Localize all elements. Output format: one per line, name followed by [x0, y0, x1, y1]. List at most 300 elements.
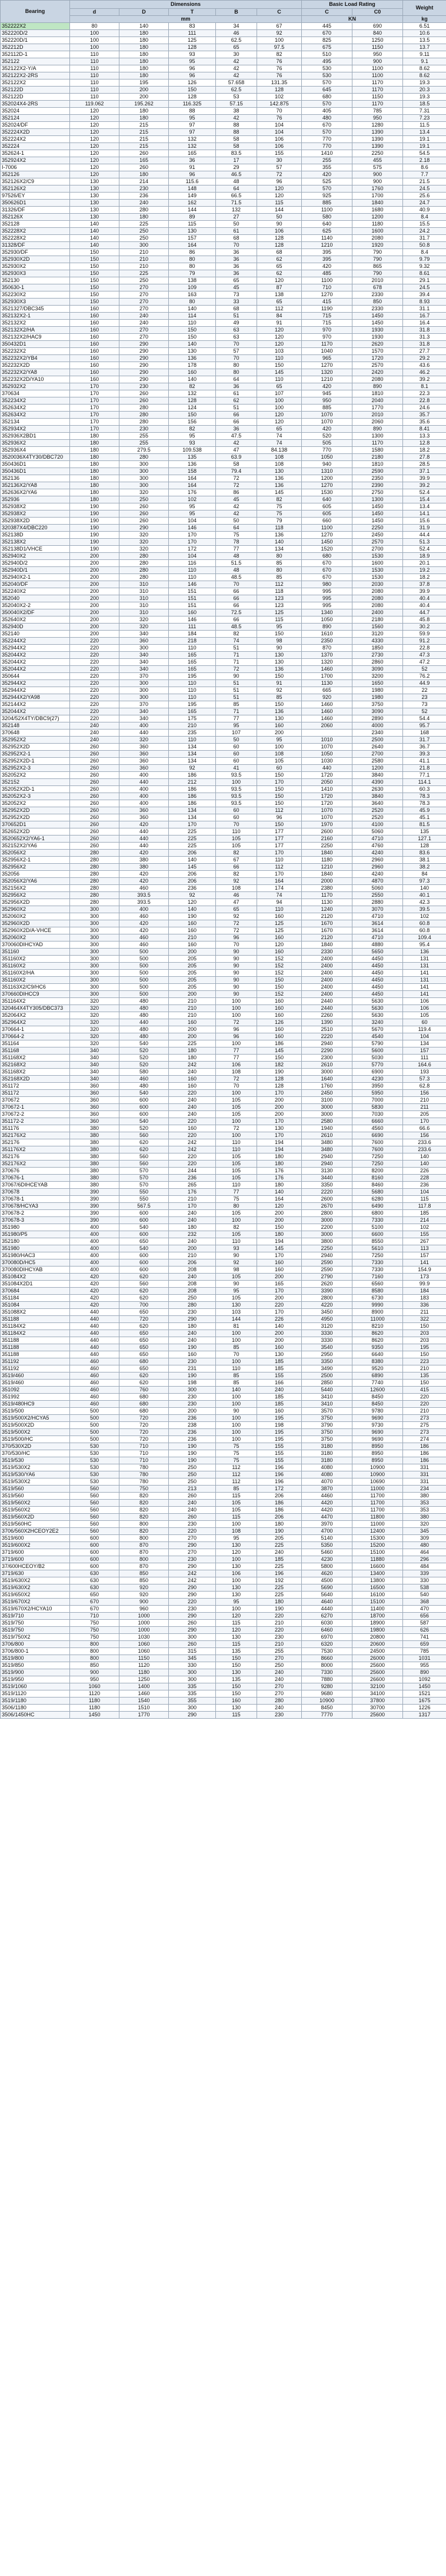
- bearing-cell: 31328/DF: [1, 242, 70, 249]
- table-row: [1, 1132, 446, 1139]
- value-cell: 205: [257, 1535, 302, 1542]
- value-cell: 36: [216, 426, 257, 433]
- value-cell: 47.3: [403, 652, 446, 659]
- bearing-cell: 3519/480HC9: [1, 1401, 70, 1408]
- value-cell: 72: [216, 927, 257, 934]
- bearing-cell: 352056X2: [1, 850, 70, 857]
- value-cell: 135: [403, 828, 446, 836]
- value-cell: 150: [257, 793, 302, 800]
- value-cell: 440: [302, 765, 352, 772]
- table-row: [1, 1047, 446, 1055]
- value-cell: 280: [119, 412, 169, 419]
- value-cell: 900: [352, 171, 403, 178]
- table-row: [1, 235, 446, 242]
- value-cell: 97: [169, 122, 216, 129]
- value-cell: 214: [403, 1217, 446, 1224]
- value-cell: 140: [70, 242, 119, 249]
- value-cell: 70: [216, 821, 257, 828]
- table-row: [1, 1662, 446, 1669]
- value-cell: 110: [169, 737, 216, 744]
- value-cell: 110: [70, 51, 119, 58]
- value-cell: 100: [216, 1330, 257, 1337]
- value-cell: 8.62: [403, 65, 446, 72]
- value-cell: 157: [403, 1252, 446, 1259]
- value-cell: 150: [216, 1683, 257, 1690]
- value-cell: 112: [257, 807, 302, 814]
- value-cell: 2570: [352, 539, 403, 546]
- value-cell: 36.7: [403, 744, 446, 751]
- value-cell: 220: [70, 673, 119, 680]
- value-cell: 195: [257, 1415, 302, 1422]
- value-cell: 126: [169, 79, 216, 87]
- value-cell: 82: [216, 871, 257, 878]
- value-cell: 220: [257, 1302, 302, 1309]
- value-cell: 115.6: [169, 178, 216, 185]
- bearing-cell: 352640X2: [1, 616, 70, 624]
- value-cell: 60: [216, 814, 257, 821]
- value-cell: 165: [169, 666, 216, 673]
- value-cell: 71: [216, 708, 257, 715]
- value-cell: 1460: [302, 715, 352, 722]
- value-cell: 6730: [352, 1295, 403, 1302]
- value-cell: 260: [119, 518, 169, 525]
- value-cell: 560: [119, 1153, 169, 1161]
- value-cell: 177: [257, 836, 302, 843]
- value-cell: 130: [70, 200, 119, 207]
- bearing-cell: 352944X2: [1, 680, 70, 687]
- value-cell: 500: [119, 970, 169, 977]
- value-cell: 136: [403, 949, 446, 956]
- value-cell: 48.5: [216, 574, 257, 581]
- value-cell: 500: [70, 1429, 119, 1436]
- table-row: [1, 79, 446, 87]
- value-cell: 242: [169, 1577, 216, 1584]
- value-cell: 67: [216, 857, 257, 864]
- value-cell: 36: [169, 157, 216, 164]
- value-cell: 134: [169, 758, 216, 765]
- value-cell: 400: [70, 1259, 119, 1267]
- value-cell: 79: [169, 270, 216, 277]
- bearing-cell: 3519/560: [1, 1493, 70, 1500]
- value-cell: 220: [257, 1613, 302, 1620]
- table-row: [1, 680, 446, 687]
- table-row: [1, 412, 446, 419]
- value-cell: 211: [403, 1309, 446, 1316]
- value-cell: 47.5: [216, 433, 257, 440]
- value-cell: 355: [169, 1698, 216, 1705]
- value-cell: 128: [257, 1076, 302, 1083]
- value-cell: 95: [257, 737, 302, 744]
- value-cell: 170: [169, 532, 216, 539]
- value-cell: 185: [257, 1365, 302, 1372]
- value-cell: 112: [257, 581, 302, 588]
- value-cell: 107: [257, 390, 302, 397]
- value-cell: 520: [119, 1125, 169, 1132]
- value-cell: 208: [169, 1281, 216, 1288]
- table-row: [1, 553, 446, 560]
- value-cell: 270: [119, 334, 169, 341]
- table-row: [1, 1097, 446, 1104]
- table-row: [1, 320, 446, 327]
- value-cell: 120: [169, 899, 216, 906]
- value-cell: 130: [70, 214, 119, 221]
- value-cell: 134: [169, 814, 216, 821]
- value-cell: 8200: [352, 1168, 403, 1175]
- table-row: [1, 1252, 446, 1259]
- value-cell: 120: [70, 122, 119, 129]
- value-cell: 48: [216, 178, 257, 185]
- value-cell: 1180: [302, 857, 352, 864]
- value-cell: 92: [216, 878, 257, 885]
- value-cell: 164: [169, 482, 216, 489]
- value-cell: 1700: [352, 193, 403, 200]
- table-row: [1, 616, 446, 624]
- value-cell: 290: [119, 369, 169, 376]
- value-cell: 330: [169, 1662, 216, 1669]
- table-row: [1, 214, 446, 221]
- value-cell: 77: [216, 1047, 257, 1055]
- table-row: [1, 1521, 446, 1528]
- value-cell: 900: [352, 58, 403, 65]
- value-cell: 720: [119, 1415, 169, 1422]
- value-cell: 115: [216, 1641, 257, 1648]
- value-cell: 210: [257, 1620, 302, 1627]
- value-cell: 140: [257, 1323, 302, 1330]
- value-cell: 7530: [302, 1648, 352, 1655]
- value-cell: 176: [169, 1189, 216, 1196]
- value-cell: 160: [169, 927, 216, 934]
- value-cell: 58: [216, 461, 257, 468]
- value-cell: 80: [257, 567, 302, 574]
- value-cell: 440: [119, 836, 169, 843]
- value-cell: 85: [216, 1372, 257, 1380]
- value-cell: 680: [119, 1408, 169, 1415]
- value-cell: 160: [257, 998, 302, 1005]
- value-cell: 110: [216, 1182, 257, 1189]
- value-cell: 6460: [302, 1627, 352, 1634]
- table-row: [1, 1062, 446, 1069]
- value-cell: 8160: [352, 1175, 403, 1182]
- value-cell: 3750: [302, 1415, 352, 1422]
- value-cell: 393.5: [119, 892, 169, 899]
- value-cell: 120: [70, 150, 119, 157]
- value-cell: 3240: [352, 1019, 403, 1026]
- value-cell: 5690: [302, 1584, 352, 1592]
- value-cell: 260: [119, 397, 169, 405]
- value-cell: 118: [257, 525, 302, 532]
- value-cell: 91: [169, 164, 216, 171]
- value-cell: 195.262: [119, 101, 169, 108]
- bearing-cell: 3520036X4TY30/DBC720: [1, 454, 70, 461]
- value-cell: 29.2: [403, 355, 446, 362]
- value-cell: 274: [403, 1436, 446, 1443]
- value-cell: 146: [169, 525, 216, 532]
- table-row: [1, 30, 446, 37]
- bearing-cell: 3719/600: [1, 1556, 70, 1563]
- value-cell: 5030: [352, 1055, 403, 1062]
- value-cell: 208: [169, 1288, 216, 1295]
- value-cell: 22: [403, 687, 446, 694]
- table-row: [1, 1337, 446, 1344]
- value-cell: 650: [119, 1344, 169, 1351]
- value-cell: 4540: [352, 1033, 403, 1040]
- value-cell: 190: [70, 510, 119, 518]
- value-cell: 1580: [352, 447, 403, 454]
- value-cell: 300: [119, 694, 169, 701]
- value-cell: 4070: [302, 1478, 352, 1486]
- value-cell: 1000: [119, 1620, 169, 1627]
- value-cell: 84: [257, 313, 302, 320]
- value-cell: 96: [216, 934, 257, 941]
- value-cell: 340: [119, 652, 169, 659]
- bearing-cell: 352044X2: [1, 659, 70, 666]
- value-cell: 710: [119, 1450, 169, 1457]
- value-cell: 440: [119, 843, 169, 850]
- value-cell: 870: [119, 1542, 169, 1549]
- value-cell: 8900: [352, 1309, 403, 1316]
- value-cell: 78.3: [403, 793, 446, 800]
- value-cell: 220: [169, 1118, 216, 1125]
- value-cell: 44.9: [403, 680, 446, 687]
- value-cell: 1450: [403, 1683, 446, 1690]
- bearing-cell: 351160: [1, 949, 70, 956]
- value-cell: 1040: [302, 348, 352, 355]
- value-cell: 3130: [302, 1168, 352, 1175]
- value-cell: 1180: [352, 221, 403, 228]
- value-cell: 50: [216, 221, 257, 228]
- value-cell: 81.5: [403, 821, 446, 828]
- value-cell: 335: [169, 1690, 216, 1698]
- value-cell: 200: [169, 949, 216, 956]
- table-row: [1, 1224, 446, 1231]
- value-cell: 210: [119, 263, 169, 270]
- value-cell: 885: [302, 200, 352, 207]
- value-cell: 150: [70, 291, 119, 299]
- value-cell: 9690: [352, 1429, 403, 1436]
- value-cell: 117.8: [403, 1203, 446, 1210]
- value-cell: 108: [257, 454, 302, 461]
- value-cell: 11000: [352, 1486, 403, 1493]
- value-cell: 440: [119, 730, 169, 737]
- value-cell: 160: [169, 1083, 216, 1090]
- value-cell: 420: [119, 821, 169, 828]
- value-cell: 850: [70, 1662, 119, 1669]
- value-cell: 360: [70, 1090, 119, 1097]
- bearing-cell: 352232X2D/YA10: [1, 376, 70, 383]
- value-cell: 240: [169, 1337, 216, 1344]
- value-cell: 160: [257, 949, 302, 956]
- table-row: [1, 256, 446, 263]
- value-cell: 52.4: [403, 489, 446, 496]
- table-row: [1, 355, 446, 362]
- value-cell: 115: [169, 221, 216, 228]
- value-cell: 1840: [302, 941, 352, 949]
- value-cell: 80: [216, 1203, 257, 1210]
- value-cell: 5790: [352, 1040, 403, 1047]
- table-row: [1, 956, 446, 963]
- value-cell: 3000: [302, 1217, 352, 1224]
- table-row: [1, 1139, 446, 1146]
- value-cell: 530: [70, 1464, 119, 1471]
- bearing-cell: 3719/600: [1, 1549, 70, 1556]
- value-cell: 150: [403, 1323, 446, 1330]
- value-cell: 96: [169, 171, 216, 178]
- value-cell: 320: [70, 1040, 119, 1047]
- value-cell: 186: [403, 1443, 446, 1450]
- value-cell: 550: [119, 1189, 169, 1196]
- value-cell: 2860: [352, 659, 403, 666]
- value-cell: 220: [169, 1528, 216, 1535]
- value-cell: 97.5: [257, 44, 302, 51]
- value-cell: 180: [169, 1047, 216, 1055]
- value-cell: 83: [169, 23, 216, 30]
- value-cell: 71.5: [216, 200, 257, 207]
- bearing-cell: 352128: [1, 221, 70, 228]
- bearing-cell: 350436D1: [1, 468, 70, 475]
- value-cell: 160: [169, 1125, 216, 1132]
- table-row: [1, 426, 446, 433]
- value-cell: 160: [70, 313, 119, 320]
- bearing-cell: I-7006: [1, 164, 70, 171]
- value-cell: 2450: [352, 532, 403, 539]
- bearing-cell: 352228X2: [1, 228, 70, 235]
- value-cell: 605: [302, 503, 352, 510]
- bearing-cell: 352122X2: [1, 79, 70, 87]
- table-row: [1, 58, 446, 65]
- value-cell: 242: [169, 1146, 216, 1153]
- value-cell: 142.875: [257, 101, 302, 108]
- bearing-cell: 352244X2: [1, 638, 70, 645]
- value-cell: 136: [169, 461, 216, 468]
- value-cell: 22.8: [403, 645, 446, 652]
- value-cell: 530: [302, 72, 352, 79]
- table-row: [1, 560, 446, 567]
- value-cell: 52: [403, 708, 446, 715]
- value-cell: 500: [70, 1408, 119, 1415]
- table-row: [1, 1111, 446, 1118]
- value-cell: 200: [70, 567, 119, 574]
- value-cell: 1310: [302, 468, 352, 475]
- value-cell: 66.5: [216, 193, 257, 200]
- value-cell: 2400: [302, 991, 352, 998]
- value-cell: 2570: [352, 362, 403, 369]
- value-cell: 110: [70, 94, 119, 101]
- value-cell: 2060: [352, 419, 403, 426]
- value-cell: 870: [119, 1549, 169, 1556]
- value-cell: 300: [119, 468, 169, 475]
- value-cell: 62.5: [216, 87, 257, 94]
- value-cell: 180: [119, 171, 169, 178]
- value-cell: 236: [169, 1429, 216, 1436]
- value-cell: 3000: [302, 1104, 352, 1111]
- value-cell: 1060: [70, 1683, 119, 1690]
- value-cell: 196: [257, 1464, 302, 1471]
- value-cell: 70: [257, 108, 302, 115]
- value-cell: 100: [257, 744, 302, 751]
- value-cell: 130: [216, 1584, 257, 1592]
- value-cell: 92: [257, 30, 302, 37]
- value-cell: 505: [302, 440, 352, 447]
- value-cell: 1130: [302, 899, 352, 906]
- value-cell: 210: [169, 1252, 216, 1259]
- table-row: [1, 1698, 446, 1705]
- table-row: [1, 87, 446, 94]
- value-cell: 68: [216, 235, 257, 242]
- value-cell: 135: [403, 1372, 446, 1380]
- value-cell: 2080: [352, 376, 403, 383]
- value-cell: 85: [216, 1344, 257, 1351]
- value-cell: 11700: [352, 1500, 403, 1507]
- bearing-cell: 352930X3: [1, 299, 70, 306]
- value-cell: 205: [169, 970, 216, 977]
- value-cell: 225: [169, 836, 216, 843]
- table-row: [1, 1351, 446, 1358]
- value-cell: 7.7: [403, 171, 446, 178]
- value-cell: 186: [169, 793, 216, 800]
- value-cell: 2940: [302, 1153, 352, 1161]
- value-cell: 400: [70, 1252, 119, 1259]
- value-cell: 230: [119, 383, 169, 390]
- value-cell: 290: [119, 525, 169, 532]
- value-cell: 1280: [352, 122, 403, 129]
- bearing-cell: 370634: [1, 390, 70, 397]
- value-cell: 440: [70, 1344, 119, 1351]
- table-row: [1, 178, 446, 185]
- value-cell: 620: [119, 1146, 169, 1153]
- value-cell: 1390: [302, 1019, 352, 1026]
- value-cell: 136: [257, 532, 302, 539]
- value-cell: 700: [119, 1302, 169, 1309]
- bearing-cell: 352176: [1, 1139, 70, 1146]
- bearing-cell: 352956X2: [1, 892, 70, 899]
- bearing-cell: 3519/530: [1, 1457, 70, 1464]
- value-cell: 6890: [352, 1372, 403, 1380]
- value-cell: 186: [403, 1450, 446, 1457]
- value-cell: 240: [169, 1500, 216, 1507]
- table-row: [1, 405, 446, 412]
- value-cell: 340: [70, 1076, 119, 1083]
- value-cell: 970: [302, 327, 352, 334]
- value-cell: 131.35: [257, 79, 302, 87]
- value-cell: 273: [403, 1429, 446, 1436]
- table-row: [1, 1040, 446, 1047]
- value-cell: 105: [216, 836, 257, 843]
- value-cell: 66: [216, 602, 257, 609]
- bearing-cell: 352122X2-Y/A: [1, 65, 70, 72]
- value-cell: 115: [403, 1196, 446, 1203]
- value-cell: 40.1: [403, 892, 446, 899]
- value-cell: 196: [257, 1570, 302, 1577]
- value-cell: 220: [70, 694, 119, 701]
- value-cell: 1850: [352, 645, 403, 652]
- table-row: [1, 609, 446, 616]
- value-cell: 8580: [352, 1288, 403, 1295]
- table-row: [1, 949, 446, 956]
- value-cell: 75: [257, 503, 302, 510]
- value-cell: 1920: [352, 242, 403, 249]
- value-cell: 110: [257, 857, 302, 864]
- value-cell: 150: [70, 256, 119, 263]
- value-cell: 820: [119, 1507, 169, 1514]
- value-cell: 260: [70, 828, 119, 836]
- value-cell: 105: [216, 1507, 257, 1514]
- value-cell: 500: [119, 977, 169, 984]
- value-cell: 105: [216, 1161, 257, 1168]
- value-cell: 780: [119, 1478, 169, 1486]
- value-cell: 400: [119, 772, 169, 779]
- bearing-cell: 352220D/2: [1, 30, 70, 37]
- value-cell: 215: [119, 143, 169, 150]
